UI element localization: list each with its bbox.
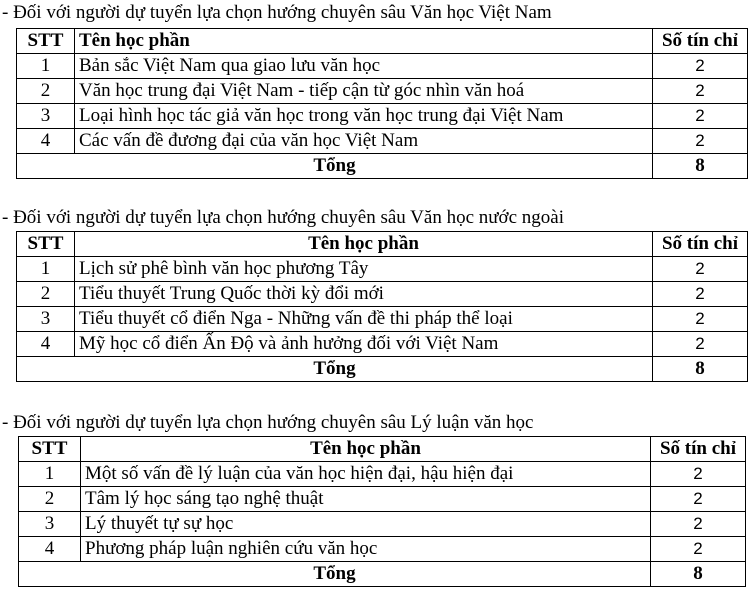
row-credits: 2 [653, 129, 748, 154]
row-credits: 2 [651, 512, 746, 537]
row-stt: 4 [17, 332, 75, 357]
row-course-name: Loại hình học tác giả văn học trong văn học trung đại Việt Nam [75, 104, 653, 129]
row-credits: 2 [653, 307, 748, 332]
table-total-row [17, 357, 748, 382]
row-course-name: Văn học trung đại Việt Nam - tiếp cận từ góc nhìn văn hoá [75, 79, 653, 104]
row-credits: 2 [651, 462, 746, 487]
table-row [17, 54, 748, 79]
course-table [16, 28, 748, 179]
table-row [19, 487, 746, 512]
row-stt: 3 [19, 512, 81, 537]
table-row [17, 307, 748, 332]
row-stt: 4 [19, 537, 81, 562]
row-course-name: Bản sắc Việt Nam qua giao lưu văn học [75, 54, 653, 79]
header-credits: Số tín chỉ [651, 437, 746, 462]
row-stt: 2 [17, 79, 75, 104]
section-title: - Đối với người dự tuyển lựa chọn hướng chuyên sâu Lý luận văn học [2, 412, 534, 433]
row-credits: 2 [651, 537, 746, 562]
header-stt: STT [19, 437, 81, 462]
header-course-name: Tên học phần [75, 29, 653, 54]
section-title: - Đối với người dự tuyển lựa chọn hướng chuyên sâu Văn học Việt Nam [2, 2, 552, 23]
row-course-name: Phương pháp luận nghiên cứu văn học [81, 537, 651, 562]
header-credits: Số tín chỉ [653, 232, 748, 257]
row-stt: 1 [17, 54, 75, 79]
row-course-name: Một số vấn đề lý luận của văn học hiện đại, hậu hiện đại [81, 462, 651, 487]
header-stt: STT [17, 29, 75, 54]
row-course-name: Tâm lý học sáng tạo nghệ thuật [81, 487, 651, 512]
row-stt: 1 [17, 257, 75, 282]
total-value: 8 [651, 562, 746, 587]
row-course-name: Tiểu thuyết Trung Quốc thời kỳ đổi mới [75, 282, 653, 307]
total-value: 8 [653, 154, 748, 179]
table-row [17, 282, 748, 307]
course-table [18, 436, 746, 587]
row-credits: 2 [653, 282, 748, 307]
row-stt: 2 [17, 282, 75, 307]
row-stt: 4 [17, 129, 75, 154]
row-course-name: Mỹ học cổ điển Ấn Độ và ảnh hưởng đối với Việt Nam [75, 332, 653, 357]
row-stt: 1 [19, 462, 81, 487]
table-total-row [19, 562, 746, 587]
table-header-row [17, 232, 748, 257]
table-row [19, 462, 746, 487]
course-table [16, 231, 748, 382]
header-course-name: Tên học phần [81, 437, 651, 462]
table-row [17, 79, 748, 104]
row-credits: 2 [653, 79, 748, 104]
table-row [17, 129, 748, 154]
table-header-row [19, 437, 746, 462]
row-course-name: Các vấn đề đương đại của văn học Việt Nam [75, 129, 653, 154]
header-course-name: Tên học phần [75, 232, 653, 257]
row-credits: 2 [653, 257, 748, 282]
row-course-name: Tiểu thuyết cổ điển Nga - Những vấn đề thi pháp thể loại [75, 307, 653, 332]
total-value: 8 [653, 357, 748, 382]
total-label: Tổng [17, 357, 653, 382]
row-course-name: Lịch sử phê bình văn học phương Tây [75, 257, 653, 282]
section-title: - Đối với người dự tuyển lựa chọn hướng chuyên sâu Văn học nước ngoài [2, 207, 565, 228]
header-credits: Số tín chỉ [653, 29, 748, 54]
row-credits: 2 [653, 104, 748, 129]
total-label: Tổng [19, 562, 651, 587]
row-course-name: Lý thuyết tự sự học [81, 512, 651, 537]
total-label: Tổng [17, 154, 653, 179]
table-total-row [17, 154, 748, 179]
table-row [17, 104, 748, 129]
table-row [19, 512, 746, 537]
header-stt: STT [17, 232, 75, 257]
row-credits: 2 [653, 54, 748, 79]
table-row [17, 257, 748, 282]
row-stt: 2 [19, 487, 81, 512]
row-stt: 3 [17, 104, 75, 129]
table-row [17, 332, 748, 357]
row-credits: 2 [651, 487, 746, 512]
row-stt: 3 [17, 307, 75, 332]
table-header-row [17, 29, 748, 54]
table-row [19, 537, 746, 562]
row-credits: 2 [653, 332, 748, 357]
